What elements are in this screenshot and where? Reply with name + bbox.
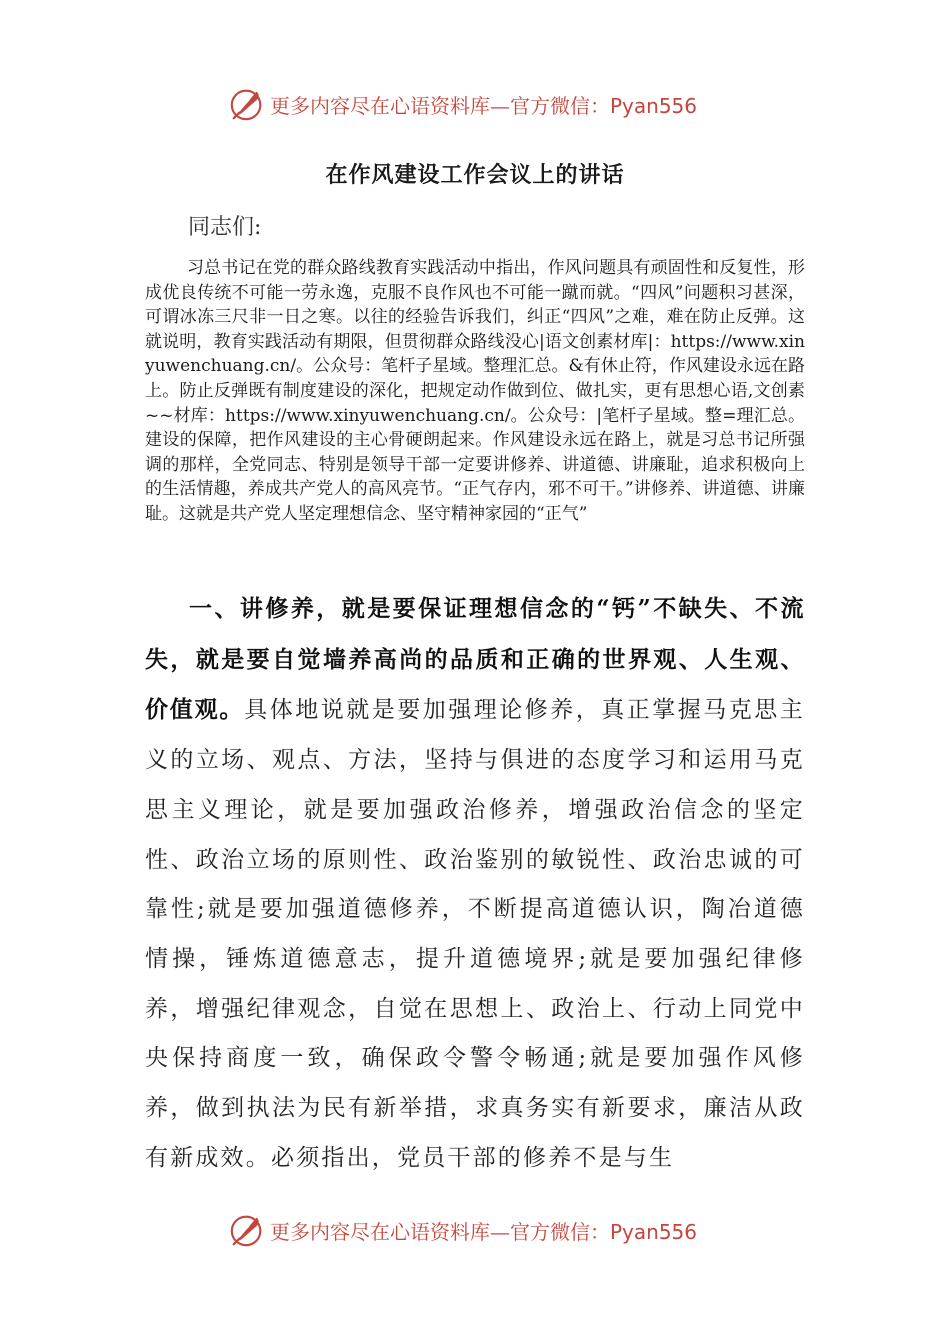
header-banner — [228, 84, 748, 124]
quill-logo-icon — [228, 1211, 266, 1249]
footer-banner-text: 更多内容尽在心语资料库—官方微信：Pyan556 — [270, 1219, 698, 1244]
header-wechat-id: Pyan556 — [610, 93, 698, 118]
section-1-paragraph — [145, 584, 805, 1183]
footer-wechat-id: Pyan556 — [610, 1219, 698, 1244]
intro-paragraph: 习总书记在党的群众路线教育实践活动中指出，作风问题具有顽固性和反复性，形成优良传统不可能一劳永逸，克服不良作风也不可能一蹴而就。“四风”问题积习甚深，可谓冰冻三尺非一日之寒。以往的经验告诉我们，纠正“四风”之难，难在防止反弹。这就说明，教育实践活动有期限，但贯彻群众路线没心|语文创素材库|：https://www.xinyuwenchuang.cn/。公众号：笔杆子星域。整理汇总。&有休止符，作风建设永远在路上。防止反弹既有制度建设的深化，把规定动作做到位、做扎实，更有思想心语,文创素~~材库：https://www.xinyuwenchuang.cn/。公众号：|笔杆子星域。整=理汇总。建设的保障，把作风建设的主心骨硬朗起来。作风建设永远在路上，就是习总书记所强调的那样，全党同志、特别是领导干部一定要讲修养、讲道德、讲廉耻，追求积极向上的生活情趣，养成共产党人的高风亮节。“正气存内，邪不可干。”讲修养、讲道德、讲廉耻。这就是共产党人坚定理想信念、坚守精神家园的“正气” — [145, 258, 805, 524]
document-title: 在作风建设工作会议上的讲话 — [325, 162, 625, 188]
greeting: 同志们: — [188, 215, 262, 240]
quill-logo-icon — [228, 85, 266, 123]
section-1-body: 具体地说就是要加强理论修养，真正掌握马克思主义的立场、观点、方法，坚持与俱进的态度学习和运用马克思主义理论，就是要加强政治修养，增强政治信念的坚定性、政治立场的原则性、政治鉴别的敏锐性、政治忠诚的可靠性;就是要加强道德修养，不断提高道德认识，陶冶道德情操，锤炼道德意志，提升道德境界;就是要加强纪律修养，增强纪律观念，自觉在思想上、政治上、行动上同党中央保持商度一致，确保政令警令畅通;就是要加强作风修养，做到执法为民有新举措，求真务实有新要求，廉洁从政有新成效。必须指出，党员干部的修养不是与生 — [145, 697, 805, 1171]
header-banner-text: 更多内容尽在心语资料库—官方微信：Pyan556 — [270, 93, 698, 118]
footer-banner — [228, 1210, 748, 1250]
section-1-heading: 一、讲修养，就是要保证理想信念的“钙”不缺失、不流失，就是要自觉墙养高尚的品质和正确的世界观、人生观、价值观。 — [145, 595, 805, 724]
